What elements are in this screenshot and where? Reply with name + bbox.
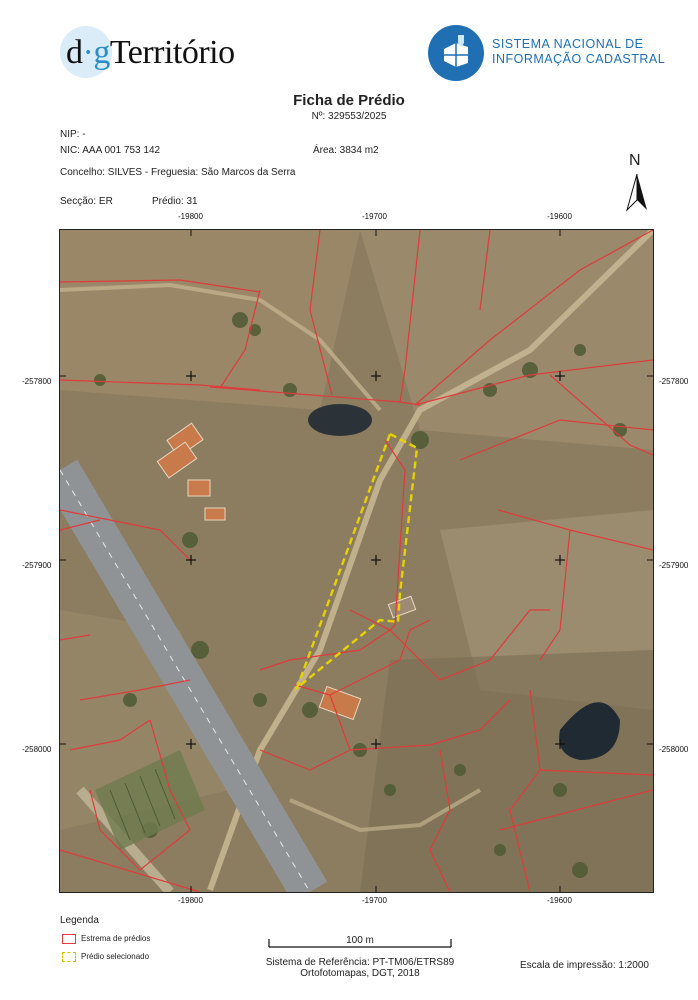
- reference-system: [230, 957, 490, 979]
- map-svg: [60, 230, 653, 892]
- logo-prefix: d: [66, 34, 83, 71]
- document-number: Nº: 329553/2025: [311, 111, 387, 122]
- reference-line2: Ortofotomapas, DGT, 2018: [300, 968, 420, 979]
- nic-field: NIC: AAA 001 753 142: [60, 145, 161, 156]
- north-arrow: [622, 152, 652, 214]
- snic-line1: SISTEMA NACIONAL DE: [492, 37, 644, 51]
- coord-right-2: -257900: [659, 561, 689, 570]
- logo-name: Território: [109, 34, 235, 71]
- legend-title: Legenda: [60, 915, 99, 926]
- reference-line1: Sistema de Referência: PT-TM06/ETRS89: [265, 957, 455, 968]
- coord-bottom-2: -19700: [362, 896, 387, 905]
- coord-right-1: -257800: [659, 377, 689, 386]
- legend-item-selected: [62, 952, 149, 962]
- document-title: Ficha de Prédio: [293, 92, 405, 109]
- coord-top-2: -19700: [362, 212, 387, 221]
- coord-left-1: -257800: [22, 377, 52, 386]
- predio-field: Prédio: 31: [152, 196, 198, 207]
- snic-badge-icon: [428, 25, 484, 81]
- seccao-field: Secção: ER: [60, 196, 113, 207]
- area-field: Área: 3834 m2: [313, 145, 379, 156]
- parcel-swatch-icon: [62, 934, 76, 944]
- coord-left-3: -258000: [22, 745, 52, 754]
- coord-top-1: -19800: [178, 212, 203, 221]
- print-scale: Escala de impressão: 1:2000: [520, 960, 649, 971]
- coord-bottom-1: -19800: [178, 896, 203, 905]
- coord-bottom-3: -19600: [547, 896, 572, 905]
- coord-right-3: -258000: [659, 745, 689, 754]
- snic-name: [492, 37, 665, 67]
- logo-accent: ·g: [82, 34, 110, 71]
- dgterritorio-logo: [60, 26, 235, 82]
- concelho-field: Concelho: SILVES - Freguesia: São Marcos da Serra: [60, 167, 296, 178]
- legend-selected-label: Prédio selecionado: [81, 952, 150, 962]
- coord-left-2: -257900: [22, 561, 52, 570]
- cadastral-map[interactable]: [59, 229, 654, 893]
- snic-line2: INFORMAÇÃO CADASTRAL: [492, 52, 666, 66]
- logo-text: [66, 34, 235, 72]
- legend-parcels-label: Estrema de prédios: [81, 934, 151, 944]
- coord-top-3: -19600: [547, 212, 572, 221]
- nip-field: NIP: -: [60, 129, 86, 140]
- scale-bar-label: 100 m: [346, 935, 374, 946]
- legend-item-parcels: [62, 934, 150, 944]
- snic-logo: [428, 25, 666, 83]
- north-letter: N: [629, 152, 641, 169]
- selected-swatch-icon: [62, 952, 76, 962]
